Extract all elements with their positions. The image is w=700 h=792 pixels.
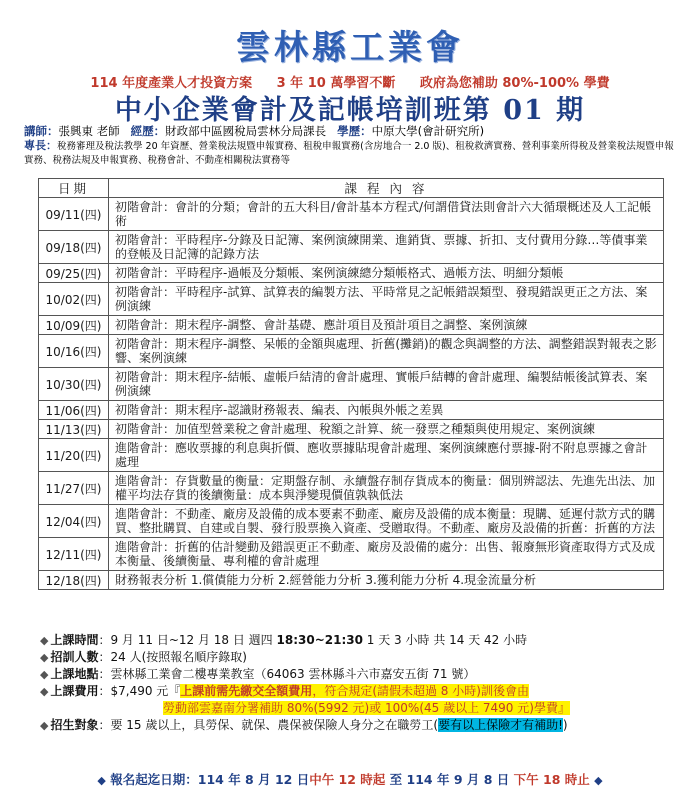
diamond-icon: ◆ [594, 774, 603, 787]
schedule-date: 11/13(四) [39, 420, 109, 439]
schedule-content: 初階會計：平時程序-試算、試算表的編製方法、平時常見之記帳錯誤類型、發現錯誤更正之方法、案例演練 [109, 283, 664, 316]
deadline-end: 至 114 年 9 月 8 日 [389, 772, 510, 787]
content-header: 課 程 內 容 [109, 179, 664, 198]
schedule-row [39, 316, 664, 335]
specialty-row [24, 139, 680, 168]
schedule-content: 初階會計：會計的分類；會計的五大科目/會計基本方程式/何謂借貸法則會計六大循環概述及人工記帳術 [109, 198, 664, 231]
experience-label: 經歷： [130, 124, 166, 138]
time-line [40, 632, 680, 649]
schedule-row [39, 538, 664, 571]
bullet-icon: ◆ [40, 634, 49, 647]
schedule-content: 進階會計：應收票據的利息與折價、應收票據貼現會計處理、案例演練應付票據-附不附息票據之會計處理 [109, 439, 664, 472]
program-slogan: 3 年 10 萬學習不斷 [276, 76, 396, 91]
specialty-label: 專長： [24, 139, 57, 152]
time-label: 上課時間 [50, 633, 99, 647]
target-line [40, 717, 680, 734]
schedule-date: 09/11(四) [39, 198, 109, 231]
time-dates: ：9 月 11 日~12 月 18 日 週四 [98, 633, 273, 647]
seats-value: ：24 人(按照報名順序錄取) [98, 650, 247, 664]
place-line [40, 666, 680, 683]
target-close: ) [562, 718, 568, 732]
schedule-date: 10/30(四) [39, 368, 109, 401]
date-header: 日期 [39, 179, 109, 198]
instructor-row [24, 124, 680, 139]
schedule-table [38, 178, 664, 590]
target-label: 招生對象 [50, 718, 99, 732]
schedule-body [39, 198, 664, 590]
schedule-content: 進階會計：存貨數量的衡量：定期盤存制、永續盤存制存貨成本的衡量：個別辨認法、先進先出法、加權平均法存貨的後續衡量：成本與淨變現價值孰執低法 [109, 472, 664, 505]
teacher-specialty: 稅務審理及稅法教學 20 年資歷、營業稅法規暨申報實務、租稅申報實務(含房地合一 2.0 版)、租稅救濟實務、營利事業所得稅及營業稅法規暨申報實務、稅務法規及申報實務、稅務會計、不動產相關稅法實務等 [24, 141, 674, 166]
schedule-row [39, 420, 664, 439]
fee-amount: ：$7,490 元『 [98, 684, 181, 698]
schedule-content: 初階會計：加值型營業稅之會計處理、稅額之計算、統一發票之種類與使用規定、案例演練 [109, 420, 664, 439]
program-subsidy: 政府為您補助 80%-100% 學費 [419, 76, 610, 91]
schedule-content: 初階會計：期末程序-結帳、虛帳戶結清的會計處理、實帳戶結轉的會計處理、編製結帳後試算表、案例演練 [109, 368, 664, 401]
course-title: 中小企業會計及記帳培訓班第 01 期 [114, 95, 586, 126]
schedule-row [39, 472, 664, 505]
schedule-date: 09/25(四) [39, 264, 109, 283]
schedule-date: 11/27(四) [39, 472, 109, 505]
teacher-name: 張興東 老師 [58, 124, 120, 138]
schedule-content: 初階會計：期末程序-調整、會計基礎、應計項目及預計項目之調整、案例演練 [109, 316, 664, 335]
schedule-content: 進階會計：不動產、廠房及設備的成本要素不動產、廠房及設備的成本衡量：現購、延遲付款方式的購買、整批購買、自建或自製、發行股票換入資產、受贈取得。不動產、廠房及設備的折舊：折舊的方法 [109, 505, 664, 538]
schedule-content: 初階會計：平時程序-分錄及日記簿、案例演練開業、進銷貨、票據、折扣、支付費用分錄…等債事業的登帳及日記簿的記錄方法 [109, 231, 664, 264]
target-value: ：要 15 歲以上，具勞保、就保、農保被保險人身分之在職勞工( [98, 718, 439, 732]
place-label: 上課地點 [50, 667, 99, 681]
seats-label: 招訓人數 [50, 650, 99, 664]
schedule-row [39, 231, 664, 264]
schedule-content: 初階會計：平時程序-過帳及分類帳、案例演練總分類帳格式、過帳方法、明細分類帳 [109, 264, 664, 283]
schedule-content: 財務報表分析 1.償債能力分析 2.經營能力分析 3.獲利能力分析 4.現金流量分析 [109, 571, 664, 590]
schedule-date: 12/18(四) [39, 571, 109, 590]
deadline-start: 報名起迄日期：114 年 8 月 12 日 [110, 772, 310, 787]
schedule-row [39, 264, 664, 283]
schedule-row [39, 198, 664, 231]
education-label: 學歷： [337, 124, 372, 138]
seats-line [40, 649, 680, 666]
place-value: ：雲林縣工業會二樓專業教室（64063 雲林縣斗六市嘉安五街 71 號） [98, 667, 476, 681]
fee-condition: ，符合規定(請假未超過 8 小時)訓後會由 [312, 684, 529, 698]
time-hours: 18:30~21:30 [276, 633, 363, 647]
fee-subsidy: 勞動部雲嘉南分署補助 80%(5992 元)或 100%(45 歲以上 7490 元)學費』 [163, 701, 570, 715]
bullet-icon: ◆ [40, 668, 49, 681]
bullet-icon: ◆ [40, 685, 49, 698]
fee-label: 上課費用 [50, 684, 99, 698]
schedule-row [39, 439, 664, 472]
schedule-content: 初階會計：期末程序-認識財務報表、編表、內帳與外帳之差異 [109, 401, 664, 420]
schedule-date: 11/06(四) [39, 401, 109, 420]
schedule-row [39, 571, 664, 590]
schedule-date: 10/09(四) [39, 316, 109, 335]
schedule-header-row [39, 179, 664, 198]
registration-deadline [0, 770, 700, 788]
teacher-education: 中原大學(會計研究所) [371, 124, 485, 138]
schedule-date: 12/04(四) [39, 505, 109, 538]
target-insurance-note: 要有以上保險才有補助! [438, 718, 563, 732]
program-name: 114 年度產業人才投資方案 [90, 76, 253, 91]
schedule-date: 11/20(四) [39, 439, 109, 472]
schedule-date: 10/16(四) [39, 335, 109, 368]
schedule-row [39, 505, 664, 538]
organization-name: 雲林縣工業會 [236, 28, 464, 68]
teacher-label: 講師： [24, 124, 59, 138]
fee-prepay-note: 上課前需先繳交全額費用 [180, 684, 313, 698]
time-total: 1 天 3 小時 共 14 天 42 小時 [366, 633, 528, 647]
diamond-icon: ◆ [97, 774, 106, 787]
deadline-start-time: 中午 12 時起 [309, 772, 386, 787]
bullet-icon: ◆ [40, 719, 49, 732]
fee-subsidy-line [40, 700, 680, 717]
course-info [40, 632, 680, 734]
deadline-end-time: 下午 18 時止 [513, 772, 590, 787]
schedule-date: 09/18(四) [39, 231, 109, 264]
schedule-date: 10/02(四) [39, 283, 109, 316]
schedule-content: 進階會計：折舊的估計變動及錯誤更正不動產、廠房及設備的處分：出售、報廢無形資產取得方式及成本衡量、後續衡量、專利權的會計處理 [109, 538, 664, 571]
schedule-row [39, 401, 664, 420]
schedule-date: 12/11(四) [39, 538, 109, 571]
fee-line [40, 683, 680, 700]
instructor-block [24, 124, 680, 168]
schedule-row [39, 368, 664, 401]
bullet-icon: ◆ [40, 651, 49, 664]
teacher-experience: 財政部中區國稅局雲林分局課長 [165, 124, 327, 138]
schedule-row [39, 283, 664, 316]
schedule-row [39, 335, 664, 368]
schedule-content: 初階會計：期末程序-調整、呆帳的金額與處理、折舊(攤銷)的觀念與調整的方法、調整錯誤對報表之影響、案例演練 [109, 335, 664, 368]
